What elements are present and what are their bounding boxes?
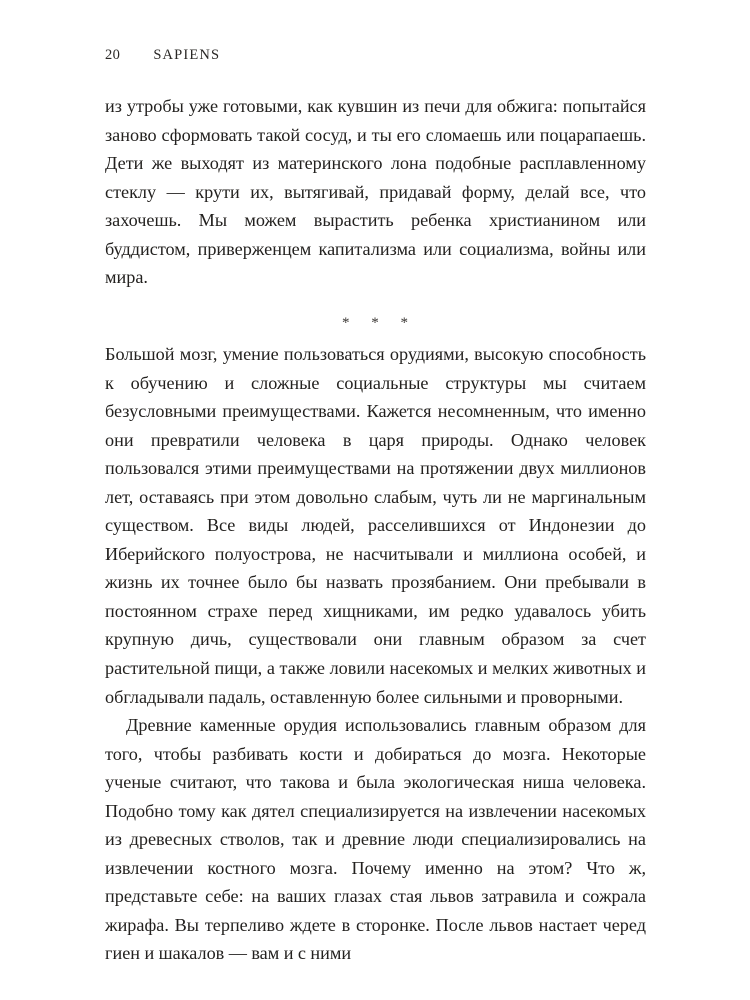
running-title: SAPIENS (153, 47, 221, 63)
body-text-upper (105, 92, 646, 292)
page-number: 20 (105, 47, 121, 63)
body-text-lower (105, 340, 646, 968)
paragraph: из утробы уже готовыми, как кувшин из печи для обжига: попытайся заново сформовать такой сосуд, и ты его сломаешь или поцарапаешь. Дети же выходят из материнского лона подобные расплавленному стеклу — крути их, вытягивай, придавай форму, делай все, что захочешь. Мы можем вырастить ребенка христианином или буддистом, приверженцем капитализма или социализма, войны или мира. (105, 96, 646, 288)
section-divider (0, 310, 750, 336)
paragraph: Древние каменные орудия использовались главным образом для того, чтобы разбивать кости и добираться до мозга. Некоторые ученые считают, что такова и была экологическая ниша человека. Подобно тому как дятел специализируется на извлечении насекомых из древесных стволов, так и древние люди специализировались на извлечении костного мозга. Почему именно на этом? Что ж, представьте себе: на ваших глазах стая львов затравила и сожрала жирафа. Вы терпеливо ждете в сторонке. После львов настает черед гиен и шакалов — вам и с ними (105, 715, 646, 964)
asterism-icon: * * * (342, 314, 417, 331)
paragraph: Большой мозг, умение пользоваться орудиями, высокую способность к обучению и сложные социальные структуры мы считаем безусловными преимуществами. Кажется несомненным, что именно они превратили человека в царя природы. Однако человек пользовался этими преимуществами на протяжении двух миллионов лет, оставаясь при этом довольно слабым, чуть ли не маргинальным существом. Все виды людей, расселившихся от Индонезии до Иберийского полуострова, не насчитывали и миллиона особей, и жизнь их точнее было бы назвать прозябанием. Они пребывали в постоянном страхе перед хищниками, им редко удавалось убить крупную дичь, существовали они главным образом за счет растительной пищи, а также ловили насекомых и мелких животных и обгладывали падаль, оставленную более сильными и проворными. (105, 344, 646, 707)
running-head (105, 47, 645, 69)
